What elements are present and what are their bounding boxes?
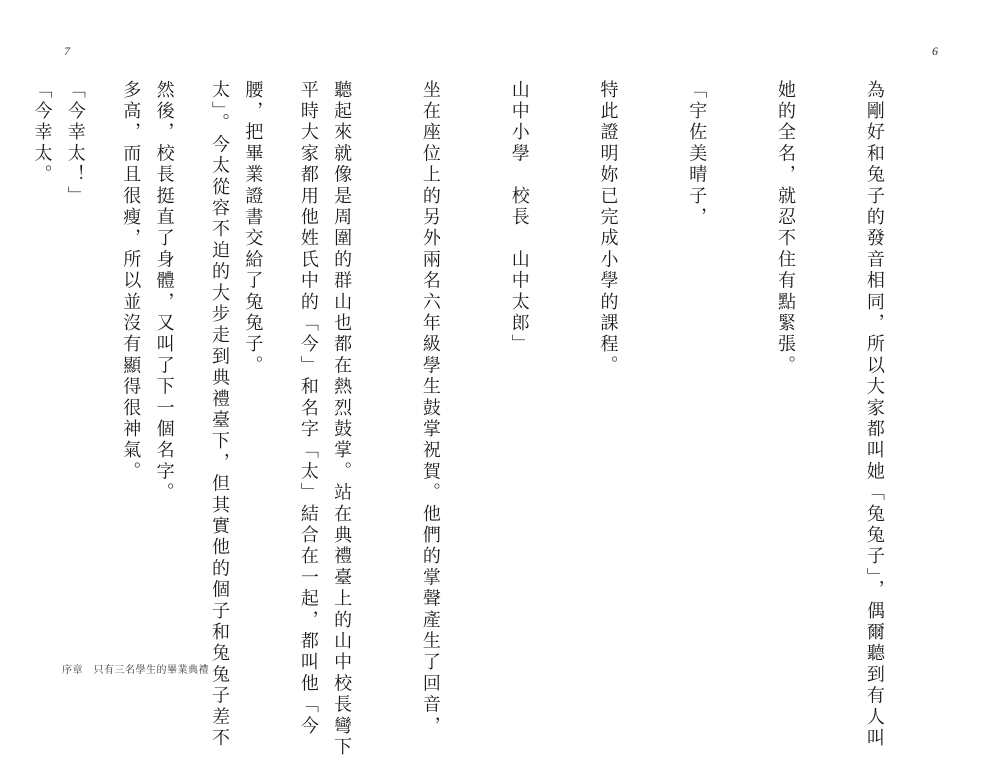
text-line: 腰，把畢業證書交給了兔兔子。 <box>242 80 264 377</box>
text-line: 聽起來就像是周圍的群山也都在熱烈鼓掌。站在典禮臺上的山中校長彎下 <box>331 80 353 758</box>
text-line: 「今幸太。 <box>31 80 53 186</box>
text-line: 太」。今太從容不迫的大步走到典禮臺下，但其實他的個子和兔兔子差不 <box>209 80 231 750</box>
text-line: 平時大家都用他姓氏中的「今」和名字「太」結合在一起，都叫他「今 <box>297 80 319 738</box>
chapter-footer: 序章 只有三名學生的畢業典禮 <box>62 665 209 676</box>
text-line: 為剛好和兔子的發音相同，所以大家都叫她「兔兔子」，偶爾聽到有人叫 <box>863 80 885 750</box>
text-line: 然後，校長挺直了身體，又叫了下一個名字。 <box>153 80 175 504</box>
page-number: 6 <box>932 44 938 58</box>
text-line: 她的全名，就忍不住有點緊張。 <box>775 80 797 377</box>
text-line: 坐在座位上的另外兩名六年級學生鼓掌祝賀。他們的掌聲產生了回音， <box>419 80 441 738</box>
text-line: 多高，而且很瘦，所以並沒有顯得很神氣。 <box>120 80 142 483</box>
page-number: 7 <box>64 44 70 58</box>
text-line: 特此證明妳已完成小學的課程。 <box>597 80 619 377</box>
text-line: 山中小學 校長 山中太郎」 <box>508 80 530 356</box>
text-line: 「今幸太！」 <box>64 80 86 208</box>
text-line: 「宇佐美晴子， <box>686 80 708 229</box>
text-line <box>0 80 1 640</box>
